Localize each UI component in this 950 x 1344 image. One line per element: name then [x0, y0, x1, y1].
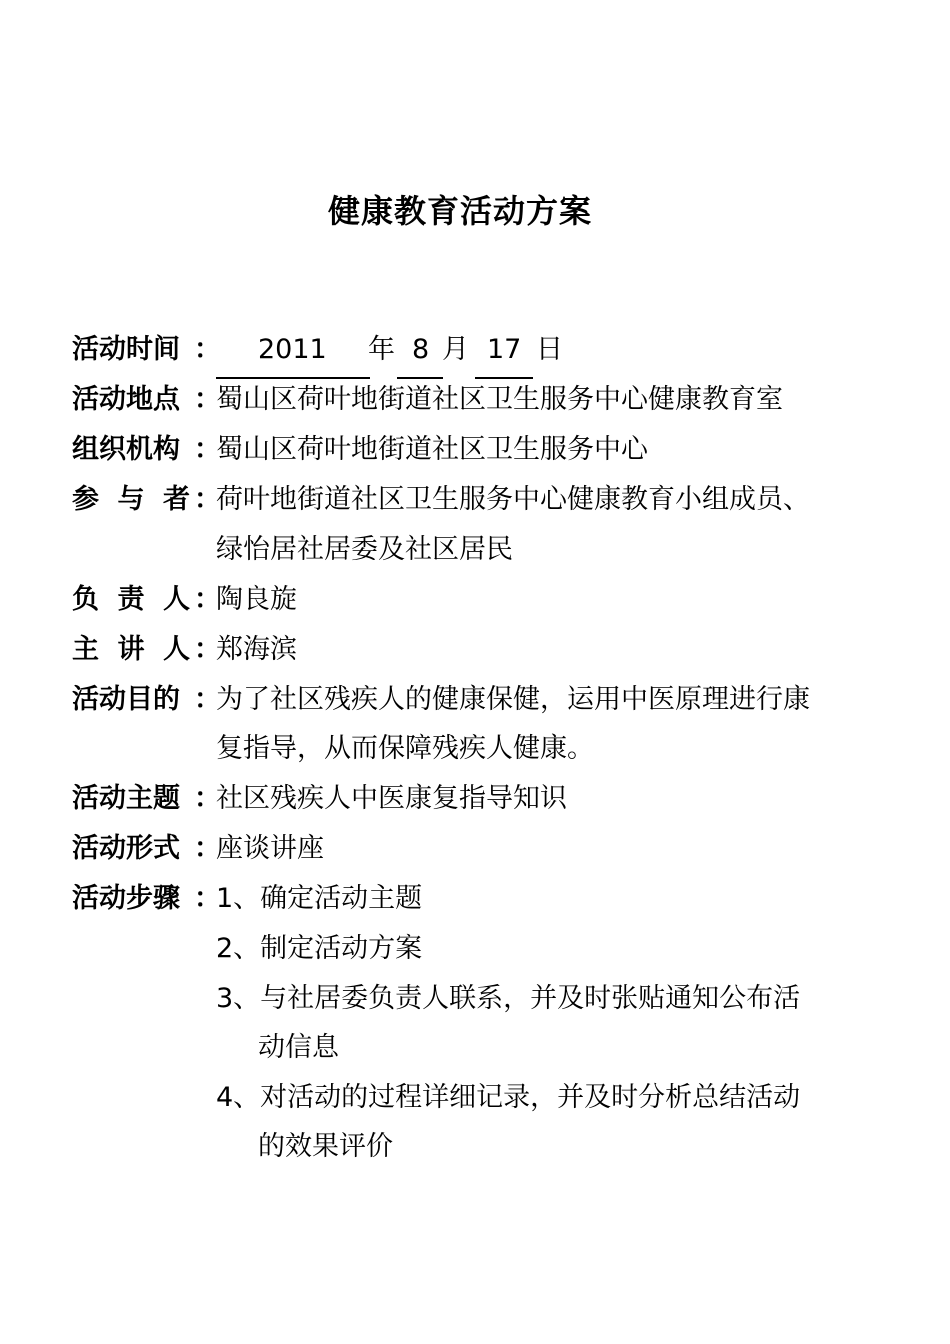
step-item-4-line2: 的效果评价 [258, 1131, 393, 1162]
label-char: 讲 [117, 634, 145, 665]
label-char: 责 [117, 584, 145, 615]
field-value-location: 蜀山区荷叶地街道社区卫生服务中心健康教育室 [216, 384, 783, 415]
label-char: 负 [72, 584, 99, 615]
date-year: 2011 [258, 334, 327, 365]
field-label-location: 活动地点 [72, 384, 180, 415]
field-colon: ： [194, 384, 221, 415]
field-label-time: 活动时间 [72, 334, 180, 365]
step-item-4-line1: 4、对活动的过程详细记录，并及时分析总结活动 [216, 1082, 801, 1113]
field-value-purpose-line2: 复指导，从而保障残疾人健康。 [216, 733, 594, 764]
field-value-responsible: 陶良旋 [216, 584, 297, 615]
field-value-participants-line2: 绿怡居社居委及社区居民 [216, 534, 513, 565]
field-label-theme: 活动主题 [72, 783, 180, 814]
underline-decoration [397, 377, 443, 379]
date-year-unit: 年 [368, 334, 395, 365]
field-participants [72, 480, 872, 520]
field-speaker [72, 630, 872, 670]
field-value-form: 座谈讲座 [216, 833, 324, 864]
field-label-organizer: 组织机构 [72, 434, 180, 465]
field-activity-location [72, 380, 872, 420]
field-purpose [72, 680, 872, 720]
field-steps [72, 879, 872, 919]
field-organizer [72, 430, 872, 470]
label-char: 与 [117, 484, 145, 515]
step-item-3-line2: 动信息 [258, 1032, 339, 1063]
field-colon: ： [194, 434, 221, 465]
field-label-responsible [72, 580, 190, 620]
date-month: 8 [412, 334, 430, 365]
field-colon: ： [194, 684, 221, 715]
field-label-steps: 活动步骤 [72, 883, 180, 914]
field-colon: ： [194, 584, 221, 615]
field-label-speaker [72, 630, 190, 670]
field-label-participants [72, 480, 190, 520]
label-char: 人 [163, 584, 190, 615]
date-day-unit: 日 [536, 334, 563, 365]
field-value-purpose-line1: 为了社区残疾人的健康保健，运用中医原理进行康 [216, 684, 810, 715]
field-label-purpose: 活动目的 [72, 684, 180, 715]
field-value-participants-line1: 荷叶地街道社区卫生服务中心健康教育小组成员、 [216, 484, 810, 515]
field-label-form: 活动形式 [72, 833, 180, 864]
underline-decoration [475, 377, 533, 379]
label-char: 参 [72, 484, 99, 515]
step-item-1: 1、确定活动主题 [216, 883, 423, 914]
field-activity-time [72, 330, 872, 370]
field-colon: ： [194, 634, 221, 665]
label-char: 者 [163, 484, 190, 515]
field-value-speaker: 郑海滨 [216, 634, 297, 665]
field-responsible [72, 580, 872, 620]
field-colon: ： [194, 334, 221, 365]
field-colon: ： [194, 833, 221, 864]
date-day: 17 [487, 334, 522, 365]
underline-decoration [216, 377, 370, 379]
date-month-unit: 月 [442, 334, 469, 365]
field-form [72, 829, 872, 869]
label-char: 人 [163, 634, 190, 665]
step-item-2: 2、制定活动方案 [216, 933, 423, 964]
label-char: 主 [72, 634, 99, 665]
step-item-3-line1: 3、与社居委负责人联系，并及时张贴通知公布活 [216, 983, 801, 1014]
field-value-theme: 社区残疾人中医康复指导知识 [216, 783, 567, 814]
field-colon: ： [194, 484, 221, 515]
field-theme [72, 779, 872, 819]
field-value-organizer: 蜀山区荷叶地街道社区卫生服务中心 [216, 434, 648, 465]
field-colon: ： [194, 783, 221, 814]
field-colon: ： [194, 883, 221, 914]
document-title: 健康教育活动方案 [327, 192, 592, 230]
